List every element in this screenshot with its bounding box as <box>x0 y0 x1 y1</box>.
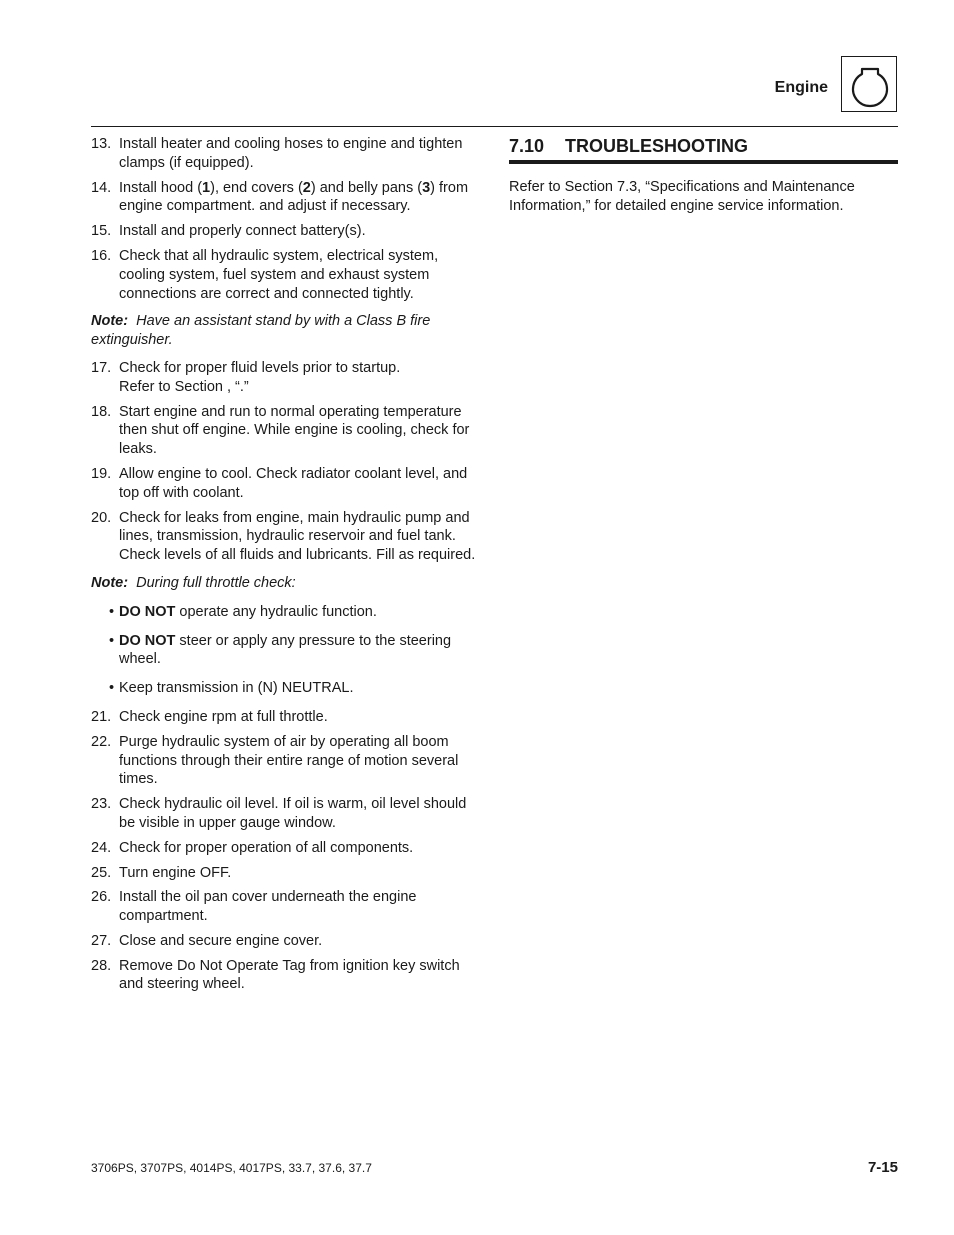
step-number: 28. <box>91 957 112 974</box>
step-text: Check for proper operation of all components. <box>119 839 414 856</box>
engine-icon <box>842 57 898 113</box>
step-text: Check for proper fluid levels prior to startup. <box>119 359 401 376</box>
step-number: 13. <box>91 136 112 152</box>
step-number: 26. <box>91 889 112 906</box>
bullet-dot-icon: • <box>109 603 115 620</box>
list-item <box>91 932 481 951</box>
list-item <box>91 222 481 241</box>
bullet-item: • Keep transmission in (N) NEUTRAL. <box>109 680 354 697</box>
step-text: Close and secure engine cover. <box>119 932 323 949</box>
step-text: Check engine rpm at full throttle. <box>119 708 328 725</box>
list-item <box>91 864 481 883</box>
list-item <box>91 708 481 727</box>
footer-models: 3706PS, 3707PS, 4014PS, 4017PS, 33.7, 37.6, 37.7 <box>91 1161 372 1175</box>
step-text: Allow engine to cool. Check radiator coolant level, and top off with coolant. <box>119 465 468 501</box>
bullet-list <box>91 603 481 698</box>
list-item <box>91 179 481 217</box>
list-item <box>91 957 481 995</box>
bullet-item: • DO NOT steer or apply any pressure to the steering wheel. <box>109 632 452 668</box>
step-text: Install the oil pan cover underneath the engine compartment. <box>119 889 417 925</box>
step-text: Install heater and cooling hoses to engine and tighten clamps (if equipped). <box>119 136 463 171</box>
step-number: 17. <box>91 359 112 376</box>
section-title: TROUBLESHOOTING <box>565 136 748 156</box>
list-item <box>91 795 481 833</box>
procedure-column <box>91 135 481 1000</box>
section-number: 7.10 <box>509 136 545 156</box>
note-label: Note: <box>91 313 129 330</box>
list-item <box>91 839 481 858</box>
step-number: 23. <box>91 796 112 813</box>
troubleshooting-column <box>509 135 898 216</box>
step-number: 19. <box>91 465 112 482</box>
step-text: Purge hydraulic system of air by operating all boom functions through their entire range of motion several times. <box>119 733 459 788</box>
step-number: 24. <box>91 839 112 856</box>
list-item <box>91 247 481 303</box>
step-number: 18. <box>91 403 112 420</box>
section-heading <box>509 135 898 157</box>
step-text: Install and properly connect battery(s). <box>119 223 366 240</box>
note-full-throttle <box>91 574 481 593</box>
header-divider <box>91 126 898 127</box>
step-number: 21. <box>91 708 112 725</box>
step-text: Install hood (1), end covers (2) and belly pans (3) from engine compartment. and adjust if necessary. <box>119 179 469 215</box>
bullet-item: • DO NOT operate any hydraulic function. <box>109 603 377 620</box>
bullet-dot-icon: • <box>109 632 115 649</box>
step-number: 25. <box>91 864 112 881</box>
page-number: 7-15 <box>867 1159 898 1176</box>
step-number: 15. <box>91 223 112 240</box>
steps-list-b <box>91 359 481 565</box>
steps-list-c <box>91 708 481 994</box>
list-item <box>91 403 481 459</box>
step-text: Check hydraulic oil level. If oil is warm, oil level should be visible in upper gauge window. <box>119 796 467 831</box>
step-number: 14. <box>91 179 112 196</box>
step-text: Remove Do Not Operate Tag from ignition key switch and steering wheel. <box>119 957 460 993</box>
engine-icon-box <box>841 56 897 112</box>
note-fire-extinguisher <box>91 312 481 350</box>
step-text: Check that all hydraulic system, electrical system, cooling system, fuel system and exhaust system connections are correct and connected tightly. <box>119 247 439 302</box>
list-item <box>91 465 481 503</box>
step-text: Turn engine OFF. <box>119 864 232 881</box>
list-item <box>91 509 481 565</box>
note-label: Note: <box>91 574 129 591</box>
section-heading-rule <box>509 160 898 164</box>
step-number: 22. <box>91 733 112 750</box>
step-number: 16. <box>91 247 112 264</box>
step-number: 20. <box>91 509 112 526</box>
section-body: Refer to Section 7.3, “Specifications and Maintenance Information,” for detailed engine service information. <box>509 179 855 214</box>
step-text: Start engine and run to normal operating temperature then shut off engine. While engine is cooling, check for leaks. <box>119 403 470 458</box>
step-text: Check for leaks from engine, main hydraulic pump and lines, transmission, hydraulic reservoir and fuel tank. Check levels of all fluids and lubricants. Fill as required. <box>119 509 476 564</box>
section-header-title: Engine <box>774 79 828 96</box>
bullet-dot-icon: • <box>109 680 115 697</box>
steps-list-a <box>91 135 481 303</box>
step-text-line2: Refer to Section , “.” <box>119 378 249 395</box>
note-text: Have an assistant stand by with a Class B fire extinguisher. <box>91 313 431 349</box>
step-number: 27. <box>91 932 112 949</box>
list-item <box>91 359 481 397</box>
list-item <box>91 733 481 789</box>
note-text: During full throttle check: <box>136 574 296 591</box>
list-item <box>91 135 481 173</box>
list-item <box>91 888 481 926</box>
